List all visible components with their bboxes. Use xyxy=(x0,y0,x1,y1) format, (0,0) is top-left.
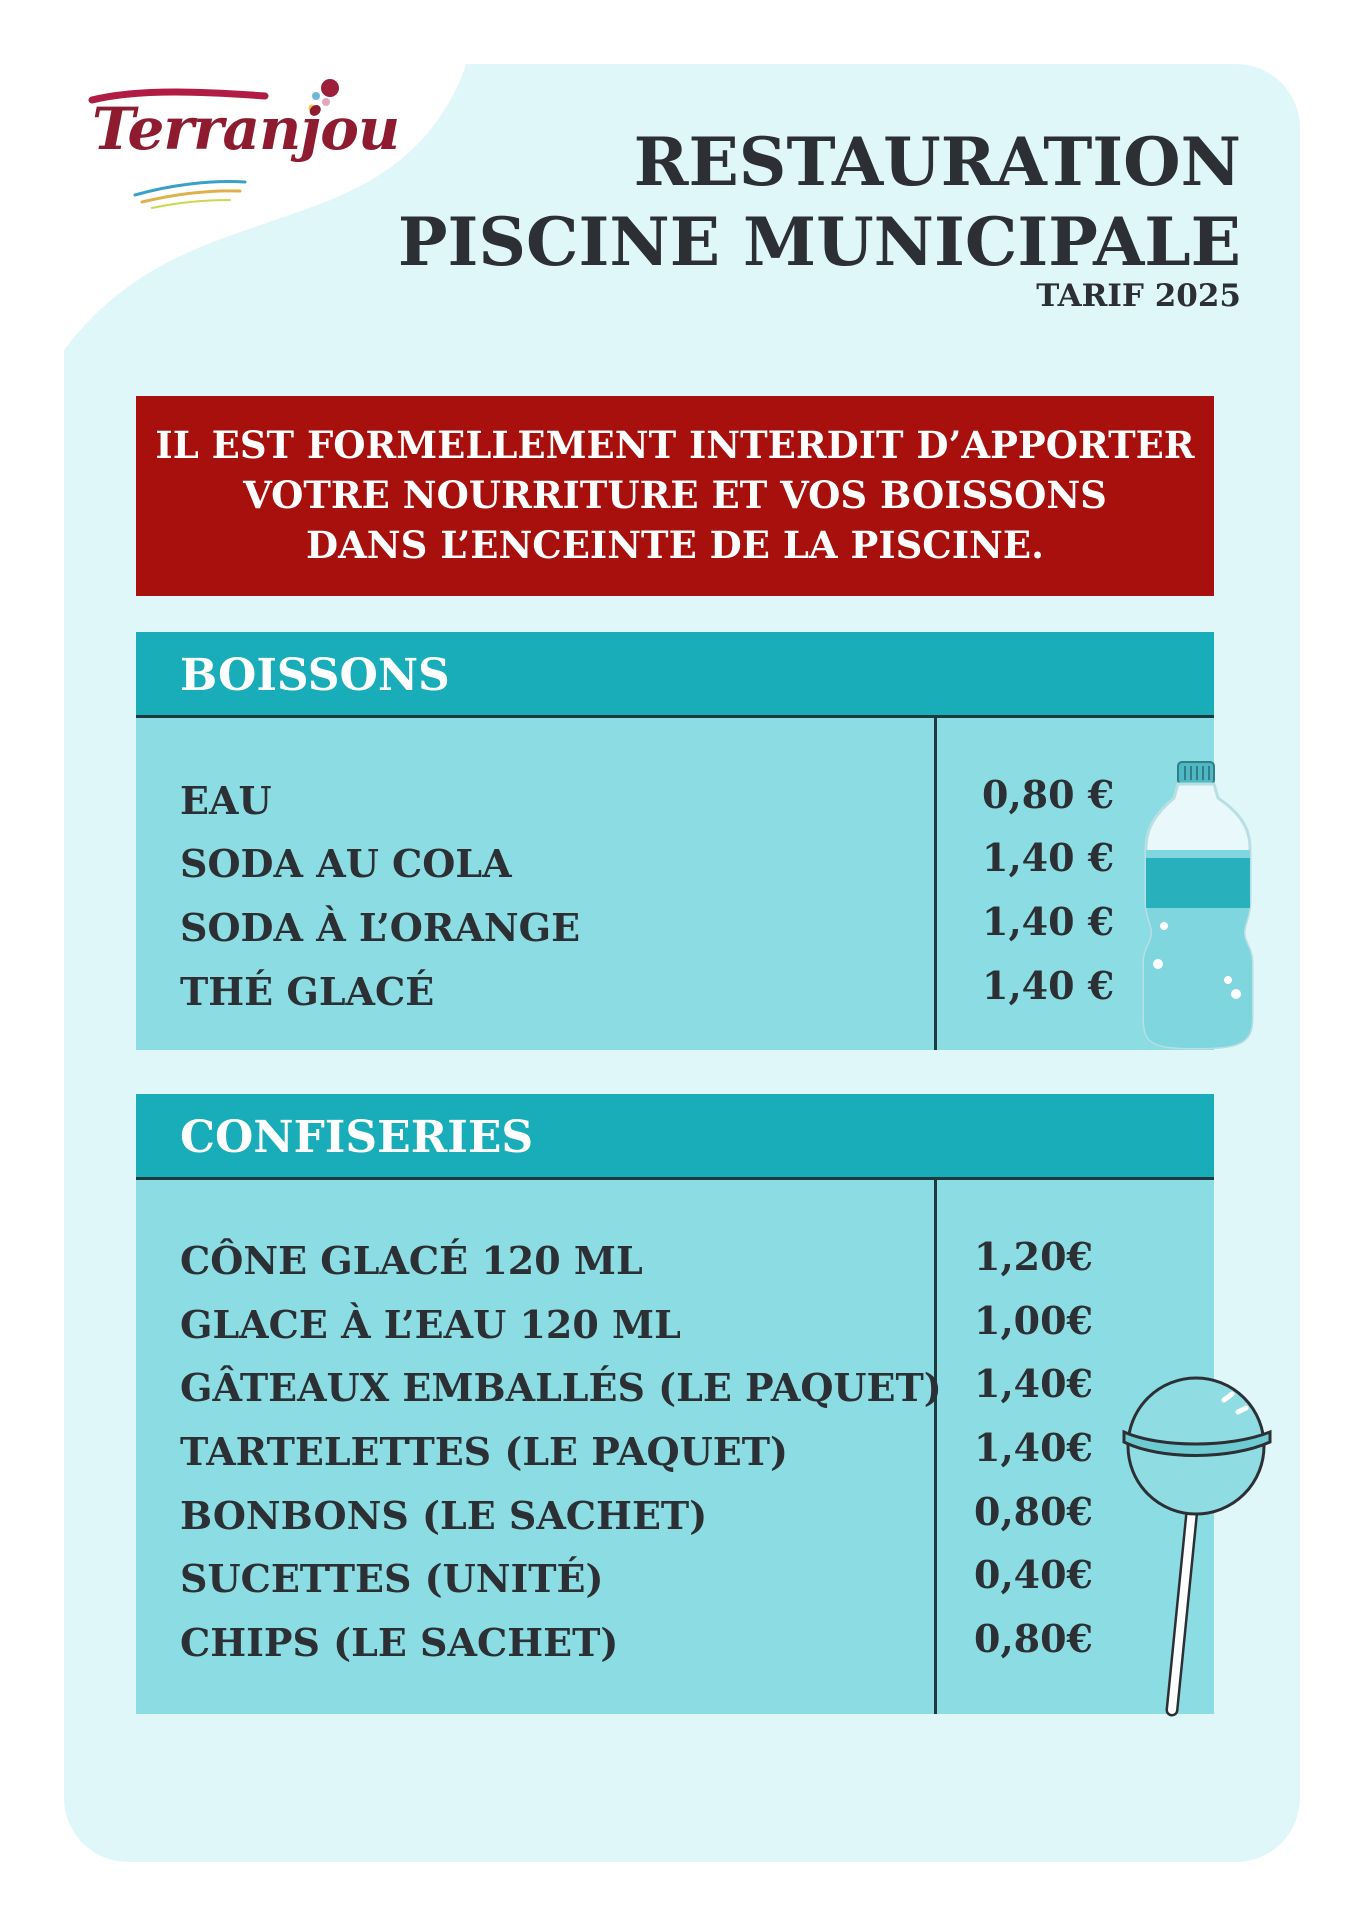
list-item: CHIPS (LE SACHET) xyxy=(180,1620,619,1665)
item-price: 0,80€ xyxy=(974,1616,1093,1661)
list-item: EAU xyxy=(180,778,272,823)
page-subtitle: TARIF 2025 xyxy=(1036,278,1241,314)
list-item: BONBONS (LE SACHET) xyxy=(180,1493,708,1538)
list-item: TARTELETTES (LE PAQUET) xyxy=(180,1429,788,1474)
list-item: THÉ GLACÉ xyxy=(180,969,435,1014)
warning-line-1: IL EST FORMELLEMENT INTERDIT D’APPORTER xyxy=(155,423,1195,467)
item-price: 1,00€ xyxy=(974,1298,1093,1343)
item-price: 1,20€ xyxy=(974,1234,1093,1279)
column-divider xyxy=(934,718,937,1050)
lollipop-icon xyxy=(1120,1370,1280,1722)
item-price: 1,40 € xyxy=(982,835,1115,880)
section-boissons xyxy=(136,632,1214,1050)
warning-banner xyxy=(136,396,1214,596)
list-item: GÂTEAUX EMBALLÉS (LE PAQUET) xyxy=(180,1365,942,1410)
section-body xyxy=(136,1180,1214,1714)
warning-line-2: VOTRE NOURRITURE ET VOS BOISSONS xyxy=(243,473,1107,517)
item-price: 1,40€ xyxy=(974,1361,1093,1406)
section-title: CONFISERIES xyxy=(136,1094,1214,1180)
item-price: 0,40€ xyxy=(974,1552,1093,1597)
item-price: 1,40 € xyxy=(982,963,1115,1008)
list-item: GLACE À L’EAU 120 ML xyxy=(180,1302,681,1347)
list-item: SODA À L’ORANGE xyxy=(180,905,581,950)
column-divider xyxy=(934,1180,937,1714)
page-title xyxy=(398,122,1241,282)
warning-line-3: DANS L’ENCEINTE DE LA PISCINE. xyxy=(306,523,1044,567)
list-item: SODA AU COLA xyxy=(180,841,512,886)
list-item: SUCETTES (UNITÉ) xyxy=(180,1556,604,1601)
section-title: BOISSONS xyxy=(136,632,1214,718)
item-price: 1,40 € xyxy=(982,899,1115,944)
item-price: 0,80 € xyxy=(982,772,1115,817)
section-body xyxy=(136,718,1214,1050)
item-price: 0,80€ xyxy=(974,1489,1093,1534)
title-line-1: RESTAURATION xyxy=(633,123,1241,201)
title-line-2: PISCINE MUNICIPALE xyxy=(397,203,1241,281)
water-bottle-icon xyxy=(1140,758,1260,1058)
logo-wordmark: Terranjou xyxy=(92,95,400,163)
list-item: CÔNE GLACÉ 120 ML xyxy=(180,1238,643,1283)
section-confiseries xyxy=(136,1094,1214,1714)
item-price: 1,40€ xyxy=(974,1425,1093,1470)
